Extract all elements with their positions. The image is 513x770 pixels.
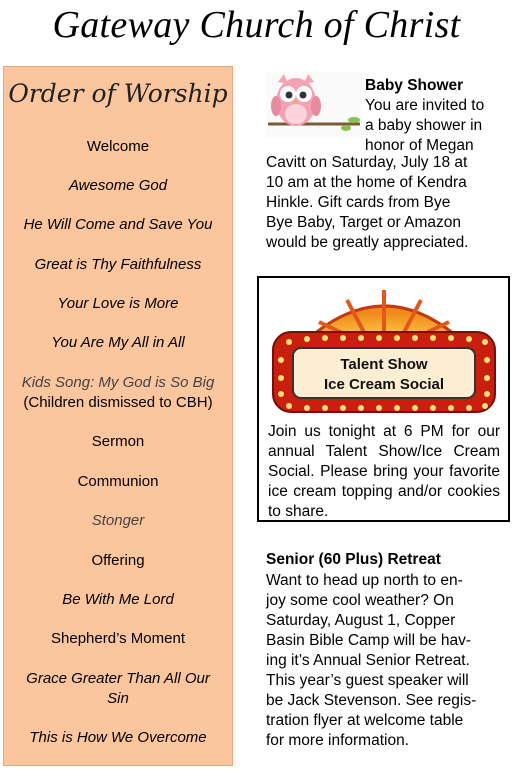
- senior-retreat-line: for more information.: [266, 732, 409, 749]
- order-item-song: Your Love is More: [57, 295, 179, 312]
- order-item-song: You Are My All in All: [51, 334, 185, 351]
- order-item-song: This is How We Overcome: [29, 729, 207, 746]
- order-of-worship-heading: Order of Worship: [8, 79, 228, 108]
- order-item-note: (Children dismissed to CBH): [23, 394, 213, 411]
- marquee-line-1: Talent Show: [340, 356, 428, 373]
- order-item-shepherds-moment: Shepherd’s Moment: [51, 630, 185, 647]
- baby-shower-line: Cavitt on Saturday, July 18 at: [266, 154, 468, 171]
- owl-icon: [266, 72, 362, 138]
- senior-retreat-line: Saturday, August 1, Copper: [266, 612, 456, 629]
- talent-show-text: Join us tonight at 6 PM for our annual Talent Show/Ice Cream Social. Please bring your favorite ice cream topping and/or cookies to share.: [268, 423, 500, 520]
- baby-shower-line: Bye Baby, Target or Amazon: [266, 214, 462, 231]
- senior-retreat-line: Basin Bible Camp will be hav-: [266, 632, 472, 649]
- marquee-sign-icon: [267, 282, 501, 418]
- order-item-kids-song: Kids Song: My God is So Big: [21, 374, 215, 391]
- baby-shower-line: 10 am at the home of Kendra: [266, 174, 467, 191]
- senior-retreat-line: tration flyer at welcome table: [266, 712, 464, 729]
- church-title: Gateway Church of Christ: [52, 4, 461, 46]
- order-item-song: He Will Come and Save You: [23, 216, 213, 233]
- baby-shower-line: Hinkle. Gift cards from Bye: [266, 194, 451, 211]
- baby-shower-side-text: [365, 76, 500, 156]
- order-item-song: Awesome God: [68, 177, 168, 194]
- marquee-line-2: Ice Cream Social: [323, 376, 445, 393]
- baby-shower-line: would be greatly appreciated.: [266, 234, 469, 251]
- senior-retreat-line: joy some cool weather? On: [266, 592, 454, 609]
- order-item-song: Be With Me Lord: [62, 591, 174, 608]
- senior-retreat-text: [266, 571, 506, 751]
- baby-shower-title: Baby Shower: [365, 77, 464, 94]
- senior-retreat-line: This year’s guest speaker will: [266, 672, 469, 689]
- talent-show-box: [257, 276, 510, 522]
- order-item-sermon: Sermon: [91, 433, 145, 450]
- order-item-communion: Communion: [77, 473, 159, 490]
- baby-shower-text: [266, 153, 506, 253]
- order-item-song: Great is Thy Faithfulness: [34, 256, 202, 273]
- order-item-song: Stonger: [91, 512, 145, 529]
- order-item-song-continued: Sin: [107, 690, 129, 707]
- senior-retreat-line: be Jack Stevenson. See regis-: [266, 692, 477, 709]
- order-item-offering: Offering: [91, 552, 145, 569]
- senior-retreat-line: Want to head up north to en-: [266, 572, 463, 589]
- order-item-song: Grace Greater Than All Our: [26, 670, 210, 687]
- baby-shower-line: a baby shower in: [365, 117, 483, 134]
- baby-shower-line: honor of Megan: [365, 137, 474, 154]
- order-item-welcome: Welcome: [86, 138, 150, 155]
- senior-retreat-line: ing it’s Annual Senior Retreat.: [266, 652, 470, 669]
- senior-retreat-title: Senior (60 Plus) Retreat: [266, 551, 441, 568]
- baby-shower-line: You are invited to: [365, 97, 485, 114]
- order-of-worship-panel: [3, 66, 233, 766]
